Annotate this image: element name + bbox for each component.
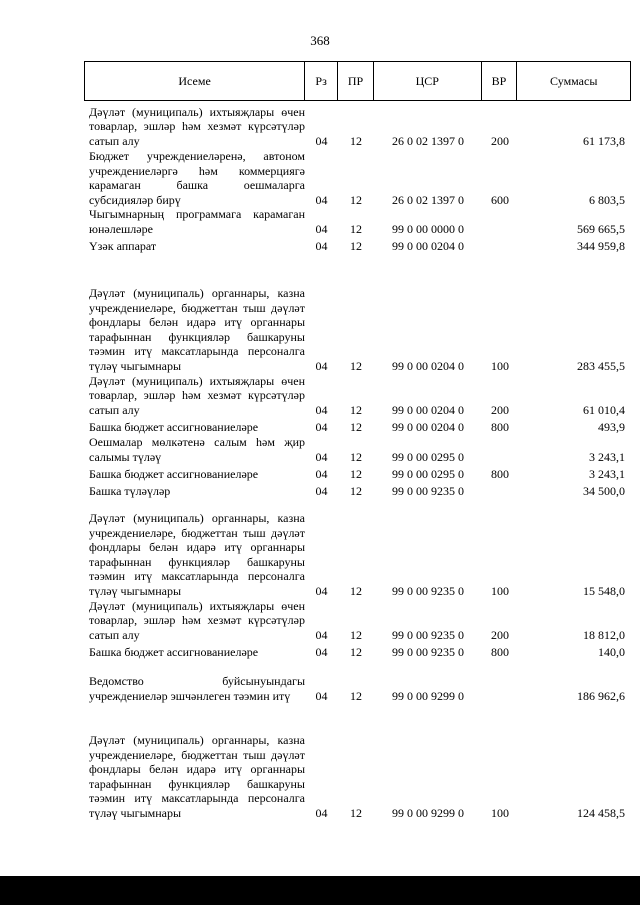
row-csr: 99 0 00 0295 0 [392, 466, 464, 481]
table-row [84, 498, 640, 598]
row-sum: 493,9 [598, 419, 625, 434]
row-sum: 186 962,6 [577, 688, 625, 703]
row-csr: 99 0 00 0204 0 [392, 238, 464, 253]
row-csr: 99 0 00 9299 0 [392, 688, 464, 703]
row-name: Чыгымнарның программага карамаган юнәлешләре [89, 207, 305, 236]
header-sum: Суммасы [550, 73, 598, 88]
row-vr: 100 [491, 805, 509, 820]
row-csr: 26 0 02 1397 0 [392, 133, 464, 148]
table-row [84, 464, 640, 481]
row-name: Башка бюджет ассигнованиеләре [89, 466, 259, 481]
row-csr: 99 0 00 0204 0 [392, 419, 464, 434]
row-sum: 61 173,8 [583, 133, 625, 148]
row-sum: 124 458,5 [577, 805, 625, 820]
row-rz: 04 [315, 583, 328, 598]
row-vr: 200 [491, 627, 509, 642]
row-sum: 283 455,5 [577, 358, 625, 373]
row-vr: 100 [491, 583, 509, 598]
row-rz: 04 [315, 133, 328, 148]
row-csr: 99 0 00 9235 0 [392, 483, 464, 498]
row-vr: 200 [491, 402, 509, 417]
row-pr: 12 [350, 358, 362, 373]
row-rz: 04 [315, 466, 328, 481]
row-csr: 99 0 00 0000 0 [392, 221, 464, 236]
row-sum: 344 959,8 [577, 238, 625, 253]
table-body [84, 101, 640, 820]
row-rz: 04 [315, 483, 328, 498]
row-sum: 569 665,5 [577, 221, 625, 236]
scan-bottom-edge [0, 876, 640, 905]
row-name: Оешмалар мөлкәтенә салым һәм җир салымы түләү [89, 435, 305, 464]
row-name: Дәүләт (муниципаль) органнары, казна учреждениеләре, бюджеттан тыш дәүләт фондлары белән идарә итү органнары тарафыннан функцияләр башкаруны тәэмин итү максатларында персоналга түләү чыгымнары [89, 286, 305, 373]
row-name: Дәүләт (муниципаль) ихтыяҗлары өчен товарлар, эшләр һәм хезмәт күрсәтүләр сатып алу [89, 104, 305, 148]
header-name: Исеме [85, 62, 305, 100]
row-pr: 12 [350, 627, 362, 642]
row-csr: 99 0 00 9235 0 [392, 583, 464, 598]
table-row [84, 207, 640, 236]
row-pr: 12 [350, 483, 362, 498]
table-row [84, 659, 640, 703]
row-name: Башка бюджет ассигнованиеләре [89, 419, 259, 434]
row-pr: 12 [350, 583, 362, 598]
row-name: Бюджет учреждениеләренә, автоном учреждениеләргә һәм коммерциягә карамаган башка оешмаларга субсидияләр бирү [89, 149, 305, 207]
header-rz: Рз [305, 62, 338, 100]
table-row [84, 417, 640, 434]
table-row [84, 642, 640, 659]
row-vr: 800 [491, 419, 509, 434]
table-row [84, 236, 640, 253]
row-csr: 99 0 00 0204 0 [392, 358, 464, 373]
row-vr: 200 [491, 133, 509, 148]
row-name: Ведомство буйсынуындагы учреждениеләр эшчәнлеген тәэмин итү [89, 674, 305, 703]
row-rz: 04 [315, 627, 328, 642]
row-pr: 12 [350, 644, 362, 659]
table-row [84, 101, 640, 148]
row-pr: 12 [350, 402, 362, 417]
row-sum: 18 812,0 [583, 627, 625, 642]
table-row [84, 703, 640, 820]
row-vr: 600 [491, 192, 509, 207]
row-rz: 04 [315, 402, 328, 417]
row-rz: 04 [315, 358, 328, 373]
row-rz: 04 [315, 238, 328, 253]
row-sum: 3 243,1 [589, 449, 625, 464]
row-name: Башка бюджет ассигнованиеләре [89, 644, 259, 659]
row-pr: 12 [350, 449, 362, 464]
row-sum: 34 500,0 [583, 483, 625, 498]
row-pr: 12 [350, 221, 362, 236]
row-sum: 3 243,1 [589, 466, 625, 481]
row-csr: 99 0 00 0295 0 [392, 449, 464, 464]
row-name: Дәүләт (муниципаль) ихтыяҗлары өчен товарлар, эшләр һәм хезмәт күрсәтүләр сатып алу [89, 373, 305, 417]
table-row [84, 373, 640, 417]
header-pr: ПР [338, 62, 374, 100]
row-name: Дәүләт (муниципаль) ихтыяҗлары өчен товарлар, эшләр һәм хезмәт күрсәтүләр сатып алу [89, 598, 305, 642]
row-rz: 04 [315, 192, 328, 207]
table-header [84, 61, 631, 101]
row-name: Дәүләт (муниципаль) органнары, казна учреждениеләре, бюджеттан тыш дәүләт фондлары белән идарә итү органнары тарафыннан функцияләр башкаруны тәэмин итү максатларында персоналга түләү чыгымнары [89, 733, 305, 820]
row-rz: 04 [315, 221, 328, 236]
header-csr: ЦСР [374, 62, 482, 100]
row-csr: 99 0 00 9299 0 [392, 805, 464, 820]
table-row [84, 598, 640, 642]
row-sum: 61 010,4 [583, 402, 625, 417]
row-csr: 99 0 00 0204 0 [392, 402, 464, 417]
row-pr: 12 [350, 238, 362, 253]
row-name: Дәүләт (муниципаль) органнары, казна учреждениеләре, бюджеттан тыш дәүләт фондлары белән идарә итү органнары тарафыннан функцияләр башкаруны тәэмин итү максатларында персоналга түләү чыгымнары [89, 511, 305, 598]
table-row [84, 434, 640, 464]
table-row [84, 253, 640, 373]
row-vr: 800 [491, 466, 509, 481]
row-rz: 04 [315, 644, 328, 659]
row-rz: 04 [315, 449, 328, 464]
row-pr: 12 [350, 805, 362, 820]
row-name: Башка түләүләр [89, 483, 171, 498]
table-row [84, 148, 640, 207]
row-name: Үзәк аппарат [89, 238, 157, 253]
row-sum: 140,0 [598, 644, 625, 659]
row-pr: 12 [350, 133, 362, 148]
row-rz: 04 [315, 805, 328, 820]
row-sum: 6 803,5 [589, 192, 625, 207]
row-sum: 15 548,0 [583, 583, 625, 598]
row-pr: 12 [350, 688, 362, 703]
row-pr: 12 [350, 419, 362, 434]
table-row [84, 481, 640, 498]
row-rz: 04 [315, 419, 328, 434]
row-pr: 12 [350, 192, 362, 207]
row-csr: 99 0 00 9235 0 [392, 627, 464, 642]
row-rz: 04 [315, 688, 328, 703]
header-vr: ВР [482, 62, 518, 100]
row-vr: 100 [491, 358, 509, 373]
row-vr: 800 [491, 644, 509, 659]
page-number: 368 [310, 33, 330, 48]
row-pr: 12 [350, 466, 362, 481]
row-csr: 26 0 02 1397 0 [392, 192, 464, 207]
row-csr: 99 0 00 9235 0 [392, 644, 464, 659]
